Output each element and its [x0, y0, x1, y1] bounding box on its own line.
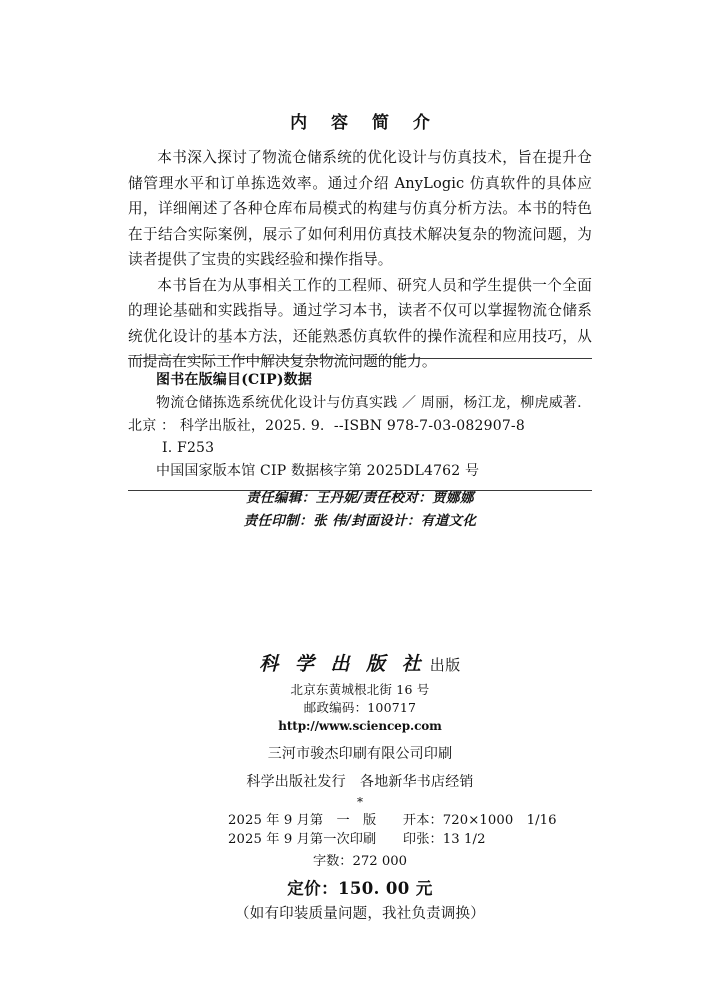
print-spec-edition: 2025 年 9 月第 一 版 开本：720×1000 1/16	[228, 813, 557, 828]
print-spec-impression: 2025 年 9 月第一次印刷 印张：13 1/2	[228, 831, 486, 847]
publisher-suffix: 出版	[429, 656, 461, 674]
credit-production-line: 责任印制：张 伟/封面设计：有道文化	[243, 513, 477, 529]
imprint-section	[110, 652, 610, 926]
cip-content	[128, 359, 592, 490]
credit-editor-line: 责任编辑：王丹妮/责任校对：贾娜娜	[246, 490, 474, 506]
quality-note-line: （如有印装质量问题，我社负责调换）	[235, 906, 485, 922]
editorial-credits	[128, 487, 592, 533]
cip-section	[128, 358, 592, 491]
distribution-line: 科学出版社发行 各地新华书店经销	[246, 774, 474, 790]
word-count-line: 字数：272 000	[312, 854, 408, 869]
abstract-title: 内 容 简 介	[290, 113, 439, 133]
print-specs	[210, 812, 557, 849]
cip-classification-line: Ⅰ. F253	[162, 440, 215, 456]
publisher-logo: 科 学 出 版 社	[259, 653, 426, 675]
abstract-section	[128, 108, 592, 375]
publisher-url[interactable]: http://www.sciencep.com	[278, 719, 442, 733]
printer-line: 三河市骏杰印刷有限公司印刷	[267, 746, 453, 762]
cip-registry-line: 中国国家版本馆 CIP 数据核字第 2025DL4762 号	[156, 462, 480, 479]
publisher-address: 北京东黄城根北街 16 号	[290, 682, 430, 697]
publisher-postcode: 邮政编码：100717	[303, 700, 417, 715]
cip-publisher-line: 北京 ： 科学出版社，2025. 9. --ISBN 978-7-03-082907-8	[128, 417, 525, 434]
cip-title-line: 物流仓储拣选系统优化设计与仿真实践 ／ 周丽，杨江龙，柳虎威著.	[156, 395, 582, 411]
price-line: 定价：150. 00 元	[287, 879, 433, 898]
cip-heading: 图书在版编目(CIP)数据	[156, 372, 313, 388]
abstract-paragraph-1: 本书深入探讨了物流仓储系统的优化设计与仿真技术，旨在提升仓储管理水平和订单拣选效率。通过介绍 AnyLogic 仿真软件的具体应用，详细阐述了各种仓库布局模式的构建与仿真分析方法。本书的特色在于结合实际案例，展示了如何利用仿真技术解决复杂的物流问题，为读者提供了宝贵的实践经验和操作指导。	[128, 149, 592, 268]
separator-asterisk: *	[357, 795, 363, 809]
publisher-line	[110, 652, 610, 677]
abstract-paragraph-2: 本书旨在为从事相关工作的工程师、研究人员和学生提供一个全面的理论基础和实践指导。通过学习本书，读者不仅可以掌握物流仓储系统优化设计的基本方法，还能熟悉仿真软件的操作流程和应用技巧，从而提高在实际工作中解决复杂物流问题的能力。	[128, 276, 592, 370]
